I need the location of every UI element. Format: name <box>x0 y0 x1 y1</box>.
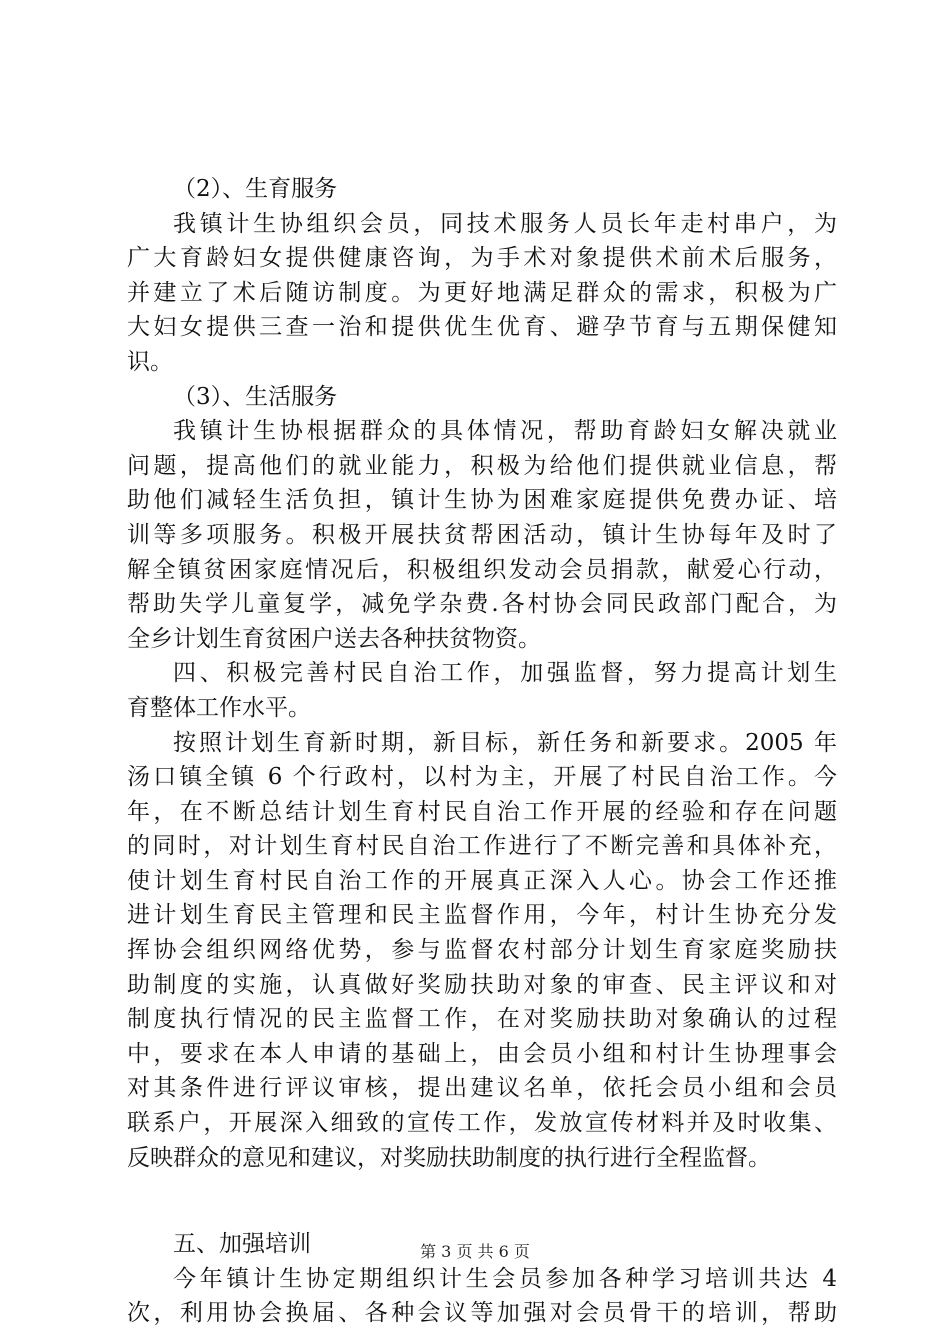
paragraph-line: 大妇女提供三查一治和提供优生优育、避孕节育与五期保健知 <box>127 314 837 341</box>
paragraph-line: 我镇计生协根据群众的具体情况，帮助育龄妇女解决就业 <box>173 418 837 445</box>
paragraph-line: 进计划生育民主管理和民主监督作用，今年，村计生协充分发 <box>127 902 837 929</box>
section-heading-villager-autonomy: 四、积极完善村民自治工作，加强监督，努力提高计划生 <box>173 660 837 687</box>
paragraph-line: 并建立了术后随访制度。为更好地满足群众的需求，积极为广 <box>127 279 837 306</box>
paragraph-line: 年，在不断总结计划生育村民自治工作开展的经验和存在问题 <box>127 798 837 825</box>
paragraph-line: 助他们减轻生活负担，镇计生协为困难家庭提供免费办证、培 <box>127 487 837 514</box>
section-heading-training: 五、加强培训 <box>173 1231 311 1258</box>
paragraph-line: 育整体工作水平。 <box>127 694 311 721</box>
paragraph-line: 汤口镇全镇 6 个行政村，以村为主，开展了村民自治工作。今 <box>127 764 837 791</box>
paragraph-line: 的同时，对计划生育村民自治工作进行了不断完善和具体补充， <box>127 833 837 860</box>
paragraph-line: 问题，提高他们的就业能力，积极为给他们提供就业信息，帮 <box>127 452 837 479</box>
paragraph-line: 中，要求在本人申请的基础上，由会员小组和村计生协理事会 <box>127 1040 837 1067</box>
paragraph-line: 按照计划生育新时期，新目标，新任务和新要求。2005 年 <box>173 729 837 756</box>
paragraph-line: 对其条件进行评议审核，提出建议名单，依托会员小组和会员 <box>127 1075 837 1102</box>
section-heading-fertility-service: （2）、生育服务 <box>173 176 338 202</box>
paragraph-line: 反映群众的意见和建议，对奖励扶助制度的执行进行全程监督。 <box>127 1144 771 1171</box>
paragraph-line: 解全镇贫困家庭情况后，积极组织发动会员捐款，献爱心行动， <box>127 556 837 583</box>
paragraph-line: 识。 <box>127 348 173 375</box>
paragraph-line: 我镇计生协组织会员，同技术服务人员长年走村串户，为 <box>173 210 837 237</box>
paragraph-line: 训等多项服务。积极开展扶贫帮困活动，镇计生协每年及时了 <box>127 521 837 548</box>
paragraph-line: 使计划生育村民自治工作的开展真正深入人心。协会工作还推 <box>127 867 837 894</box>
paragraph-line: 帮助失学儿童复学，减免学杂费.各村协会同民政部门配合，为 <box>127 591 837 618</box>
paragraph-gap <box>127 1175 837 1227</box>
paragraph-line: 全乡计划生育贫困户送去各种扶贫物资。 <box>127 625 541 652</box>
section-heading-life-service: （3）、生活服务 <box>173 383 338 410</box>
paragraph-line: 制度执行情况的民主监督工作，在对奖励扶助对象确认的过程 <box>127 1006 837 1033</box>
paragraph-line: 联系户，开展深入细致的宣传工作，发放宣传材料并及时收集、 <box>127 1110 837 1137</box>
paragraph-line: 助制度的实施，认真做好奖励扶助对象的审查、民主评议和对 <box>127 971 837 998</box>
paragraph-line: 广大育龄妇女提供健康咨询，为手术对象提供术前术后服务， <box>127 245 837 272</box>
document-body <box>127 172 837 1331</box>
page-number-footer: 第 3 页 共 6 页 <box>420 1242 530 1261</box>
paragraph-line: 次，利用协会换届、各种会议等加强对会员骨干的培训，帮助 <box>127 1300 837 1327</box>
paragraph-line: 今年镇计生协定期组织计生会员参加各种学习培训共达 4 <box>173 1265 837 1292</box>
paragraph-line: 挥协会组织网络优势，参与监督农村部分计划生育家庭奖励扶 <box>127 937 837 964</box>
